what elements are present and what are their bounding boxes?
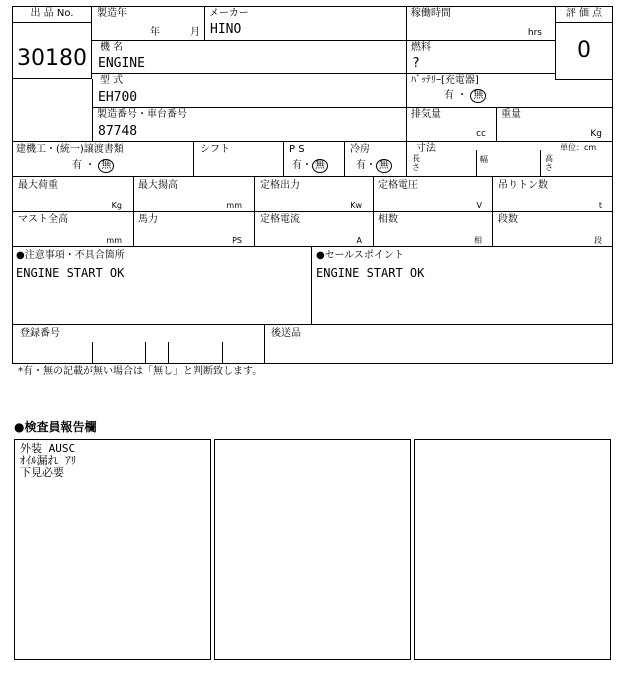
dims-unit: 単位：cm bbox=[560, 143, 597, 152]
caution-label: ●注意事項・不具合箇所 bbox=[16, 250, 125, 261]
horsepower-unit: PS bbox=[232, 236, 242, 245]
ps-no-circled: 無 bbox=[312, 159, 328, 173]
type-label: 型 式 bbox=[100, 75, 124, 86]
rated-current-unit: A bbox=[356, 236, 362, 245]
battery-choice: 有 ・ 無 bbox=[444, 89, 486, 103]
displacement-label: 排気量 bbox=[411, 109, 441, 120]
rated-output-unit: Kw bbox=[350, 201, 362, 210]
battery-no-circled: 無 bbox=[470, 89, 486, 103]
sales-point-text: ENGINE START OK bbox=[316, 266, 425, 280]
mast-height-label: マスト全高 bbox=[18, 214, 68, 225]
max-load-label: 最大荷重 bbox=[18, 180, 58, 191]
weight-unit: Kg bbox=[590, 129, 602, 139]
inspector-notes-1: 外装 AUSC ｵｲﾙ漏れ ｱﾘ 下見必要 bbox=[20, 442, 77, 479]
model-name-label: 機 名 bbox=[100, 42, 124, 53]
maker-value: HINO bbox=[210, 22, 242, 37]
shift-label: シフト bbox=[200, 144, 230, 155]
max-load-unit: Kg bbox=[111, 201, 122, 210]
stages-unit: 段 bbox=[594, 236, 602, 245]
type-value: EH700 bbox=[98, 90, 138, 105]
lot-number-label: 出 品 No. bbox=[30, 8, 74, 19]
fuel-label: 燃料 bbox=[411, 42, 431, 53]
model-name-value: ENGINE bbox=[98, 56, 145, 71]
shipping-label: 後送品 bbox=[271, 328, 301, 339]
fuel-value: ? bbox=[412, 56, 420, 71]
rated-current-label: 定格電流 bbox=[260, 214, 300, 225]
ps-choice: 有・ 無 bbox=[292, 159, 328, 173]
dims-label: 寸法 bbox=[416, 143, 436, 154]
rated-voltage-unit: V bbox=[476, 201, 482, 210]
inspector-box-2 bbox=[214, 439, 411, 660]
ac-no-circled: 無 bbox=[376, 159, 392, 173]
footnote: *有・無の記載が無い場合は「無し」と判断致します。 bbox=[18, 366, 263, 377]
mast-height-unit: mm bbox=[106, 236, 122, 245]
transfer-doc-label: 建機工・(統一)譲渡書類 bbox=[16, 144, 124, 155]
battery-label: ﾊﾞｯﾃﾘｰ[充電器] bbox=[411, 75, 479, 86]
hours-label: 稼働時間 bbox=[411, 8, 451, 19]
ps-label: P S bbox=[289, 144, 305, 155]
crane-ton-label: 吊りトン数 bbox=[498, 180, 548, 191]
ac-label: 冷房 bbox=[350, 144, 370, 155]
max-lift-label: 最大揚高 bbox=[138, 180, 178, 191]
stages-label: 段数 bbox=[498, 214, 518, 225]
serial-label: 製造番号・車台番号 bbox=[97, 109, 187, 120]
serial-value: 87748 bbox=[98, 124, 138, 139]
horsepower-label: 馬力 bbox=[138, 214, 158, 225]
lot-number-value: 30180 bbox=[17, 46, 87, 71]
registration-no-label: 登録番号 bbox=[20, 328, 60, 339]
max-lift-unit: mm bbox=[226, 201, 242, 210]
caution-text: ENGINE START OK bbox=[16, 266, 125, 280]
transfer-no-circled: 無 bbox=[98, 159, 114, 173]
manufacture-year-label: 製造年 bbox=[97, 8, 127, 19]
height-label: 高 さ bbox=[545, 154, 553, 172]
weight-label: 重量 bbox=[501, 109, 521, 120]
sales-point-label: ●セールスポイント bbox=[316, 250, 404, 261]
crane-ton-unit: t bbox=[598, 201, 602, 210]
hours-unit: hrs bbox=[527, 28, 542, 38]
score-value: 0 bbox=[577, 38, 591, 63]
score-label: 評 価 点 bbox=[565, 8, 603, 19]
length-label: 長 さ bbox=[412, 154, 420, 172]
transfer-doc-choice: 有 ・ 無 bbox=[72, 159, 114, 173]
ac-choice: 有・ 無 bbox=[356, 159, 392, 173]
inspector-box-3 bbox=[414, 439, 611, 660]
phase-label: 相数 bbox=[378, 214, 398, 225]
inspector-title: ●検査員報告欄 bbox=[14, 420, 97, 434]
rated-output-label: 定格出力 bbox=[260, 180, 300, 191]
rated-voltage-label: 定格電圧 bbox=[378, 180, 418, 191]
maker-label: メーカー bbox=[209, 8, 249, 19]
month-unit: 月 bbox=[190, 27, 200, 38]
displacement-unit: cc bbox=[476, 129, 486, 139]
year-unit: 年 bbox=[150, 27, 160, 38]
phase-unit: 相 bbox=[474, 236, 482, 245]
width-label: 幅 bbox=[480, 155, 488, 164]
